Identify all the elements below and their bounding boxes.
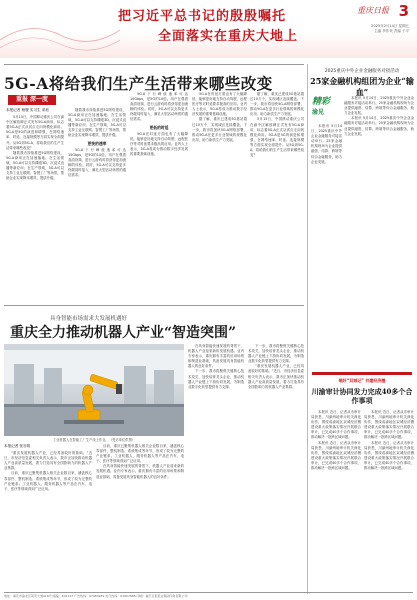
article1-paragraph: 5G-A在时延方面也有了大幅降低，能够更好地支持自动驾驶、远程医疗等对时延要求极高的应用。业内人士表示，5G-A将成为推动数字经济发展的重要基础设施。	[130, 131, 188, 157]
sidebar1-kicker: 2025重庆中外企业金融服务对接活动	[324, 69, 400, 74]
event-logo	[312, 94, 342, 120]
sidebar2-title: 川渝审计协同发力完成40多个合作事项	[311, 387, 413, 405]
article1-paragraph: 5G-A在时延方面也有了大幅降低，能够更好地支持自动驾驶、远程医疗等对时延要求极高的应用。业内人士表示，5G-A将成为推动数字经济发展的重要基础设施。	[192, 92, 247, 117]
photo-illustration	[4, 344, 184, 436]
divider	[4, 305, 304, 306]
article1-subhead: 更低的时延	[149, 124, 169, 130]
sidebar2-paragraph: 本报讯 近日，记者从市审计局获悉，川渝两地审计机关深化协作，围绕成渝地区双城经济圈建设重大政策落实情况开展联合审计，已完成40多个合作事项，推动解决一批跨区域问题。	[364, 440, 414, 471]
article2-column-3	[188, 344, 244, 590]
article1-headline: 5G-A将给我们生产生活带来哪些改变	[4, 74, 273, 93]
article2-paragraph: 下一步，我市将聚焦关键核心技术攻关，加快培育龙头企业，推动机器人产业链上下游协同发展，为制造业数字化转型提供有力支撑。	[188, 369, 244, 389]
article2-headline: 重庆全力推动机器人产业“智造突围”	[10, 325, 237, 341]
decorative-ornament	[0, 0, 120, 58]
article1-paragraph: 5G-A下行峰值速率可达10Gbps，是5G的10倍。用户在观看高清视频、进行云游戏时将获得更加流畅的体验。同时，5G-A可以支持更多终端同时接入，满足大型活动场景的通信需求。	[130, 92, 188, 122]
article2-paragraph: 在具身智能快速发展的背景下，机器人产业迎来新的发展机遇。业内专家表示，重庆拥有丰富的应用场景和制造业基础，具备发展具身智能机器人的良好条件。	[96, 464, 184, 479]
article2-author: 本报记者 张亦筑	[4, 444, 31, 448]
sidebar2-kicker: 唱好“双城记” 共建经济圈	[338, 378, 386, 383]
issue-editors: 主编 李作荣 责编 于平	[374, 29, 409, 33]
banner-headline-line1: 把习近平总书记的殷殷嘱托	[118, 9, 287, 24]
issue-date: 2025年2月14日 星期五	[371, 24, 409, 28]
article1-column-5	[250, 92, 304, 303]
article1-paragraph: 据了解，重庆已建成5G基站超过10万个，实现城区连续覆盖。下一步，我市将加快5G-A网络部署，推动5G-A在更多行业领域的规模化应用，助力新质生产力发展。	[192, 117, 247, 142]
article2-kicker: 具身智能市场需求大发展机遇好	[50, 316, 128, 322]
article1-paragraph: 随着我市持续推进5G网络建设，5G-A商用正在加速落地。在生活领域，5G-A可以支持裸眼3D、沉浸式直播等新应用；在生产领域，5G-A可以支持工业互联网、智慧工厂等场景，帮助企业实现降本增效、提质升级。	[68, 108, 126, 138]
event-logo-text: 渝见	[312, 109, 325, 116]
photo-caption: 工业机器人在智能工厂生产线上作业。（受访单位供图）	[52, 438, 136, 442]
article1-author: 本报记者 杨骏 实习生 邓松	[6, 108, 49, 112]
sidebar2-paragraph: 本报讯 近日，记者从市审计局获悉，川渝两地审计机关深化协作，围绕成渝地区双城经济圈建设重大政策落实情况开展联合审计，已完成40多个合作事项，推动解决一批跨区域问题。	[311, 410, 361, 440]
sidebar1-paragraph: 本报讯 5月14日，2025重庆中外企业金融服务对接活动举行。25家金融机构现场为企业提供融资、结算、跨境等综合金融服务，助力企业发展。	[311, 124, 342, 164]
article1-paragraph: 据了解，重庆已建成5G基站超过10万个，实现城区连续覆盖。下一步，我市将加快5G-A网络部署，推动5G-A在更多行业领域的规模化应用，助力新质生产力发展。	[250, 92, 304, 117]
article1-paragraph: 5G-A下行峰值速率可达10Gbps，是5G的10倍。用户在观看高清视频、进行云游戏时将获得更加流畅的体验。同时，5G-A可以支持更多终端同时接入，满足大型活动场景的通信需求。	[68, 147, 126, 178]
sidebar2-column-b	[364, 410, 414, 590]
sidebar2-header	[310, 378, 414, 405]
article2-paragraph: “重庆发展机器人产业，已经具备较好的基础。”近日，市经济信息委相关负责人表示，我市正加快推动机器人产业高质量发展，着力打造具有全国影响力的机器人产业集群。	[248, 364, 304, 389]
banner-headline-line2: 全面落实在重庆大地上	[158, 29, 299, 44]
sidebar1-title: 25家金融机构组团为企业“输血”	[310, 76, 414, 97]
issue-meta	[371, 24, 409, 34]
article1-paragraph: 随着我市持续推进5G网络建设，5G-A商用正在加速落地。在生活领域，5G-A可以支持裸眼3D、沉浸式直播等新应用；在生产领域，5G-A可以支持工业互联网、智慧工厂等场景，帮助企业实现降本增效、提质升级。	[6, 150, 64, 181]
article1-column-3	[130, 92, 188, 303]
divider	[4, 64, 304, 65]
article1-column-2	[68, 108, 126, 303]
article2-paragraph: 目前，重庆已聚集机器人相关企业数百家，涵盖核心零部件、整机制造、系统集成等环节，形成了较为完整的产业链条。工业机器人、服务机器人等产品在汽车、电子、医疗等领域得到广泛应用。	[4, 471, 92, 491]
article2-paragraph: “重庆发展机器人产业，已经具备较好的基础。”近日，市经济信息委相关负责人表示，我市正加快推动机器人产业高质量发展，着力打造具有全国影响力的机器人产业集群。	[4, 451, 92, 471]
article2-paragraph: 在具身智能快速发展的背景下，机器人产业迎来新的发展机遇。业内专家表示，重庆拥有丰富的应用场景和制造业基础，具备发展具身智能机器人的良好条件。	[188, 344, 244, 369]
sidebar1-column-a	[344, 96, 414, 368]
sidebar1-paragraph: 本报讯 5月14日，2025重庆中外企业金融服务对接活动举行。25家金融机构现场为企业提供融资、结算、跨境等综合金融服务，助力企业发展。	[344, 116, 414, 136]
event-logo-text: 精彩	[312, 97, 331, 107]
sidebar1-paragraph: 本报讯 5月14日，2025重庆中外企业金融服务对接活动举行。25家金融机构现场为企业提供融资、结算、跨境等综合金融服务，助力企业发展。	[344, 96, 414, 116]
page-banner	[0, 0, 417, 58]
article2-column-2	[96, 444, 184, 590]
sidebar1-column-b	[311, 124, 342, 368]
article1-subhead: 更快的速率	[87, 140, 107, 146]
article2-paragraph: 下一步，我市将聚焦关键核心技术攻关，加快培育龙头企业，推动机器人产业链上下游协同发展，为制造业数字化转型提供有力支撑。	[248, 344, 304, 364]
masthead: 重庆日报	[357, 6, 389, 15]
sidebar2-column-a	[311, 410, 361, 590]
factory-robot-photo	[4, 344, 184, 436]
article1-paragraph: 5月15日，中国移动重庆公司在渝中区解放碑正式发布5G-A商用，标志着5G-A正式从试点走向规模化商用。5G-A是5G的演进和增强，在网络速率、时延、连接规模等方面实现全面提升。从5G到5G-A，将给我们的生产生活带来哪些改变？	[250, 117, 304, 158]
column-tag: 重报 深一度	[8, 95, 56, 105]
article2-paragraph: 目前，重庆已聚集机器人相关企业数百家，涵盖核心零部件、整机制造、系统集成等环节，形成了较为完整的产业链条。工业机器人、服务机器人等产品在汽车、电子、医疗等领域得到广泛应用。	[96, 444, 184, 464]
article1-column-4	[192, 92, 247, 303]
page-footer: 地址：重庆市渝北区同茂大道416号 邮编：401147 广告热线：67983939 发行热线：63907888 印刷：重庆日报报业集团印务有限公司	[4, 592, 413, 598]
article1-paragraph: 5月15日，中国移动重庆公司在渝中区解放碑正式发布5G-A商用，标志着5G-A正式从试点走向规模化商用。5G-A是5G的演进和增强，在网络速率、时延、连接规模等方面实现全面提升。从5G到5G-A，将给我们的生产生活带来哪些改变？	[6, 115, 64, 150]
page-number: 3	[398, 2, 409, 20]
article2-column-4	[248, 344, 304, 590]
article1-column-1	[6, 108, 64, 303]
sidebar2-paragraph: 本报讯 近日，记者从市审计局获悉，川渝两地审计机关深化协作，围绕成渝地区双城经济圈建设重大政策落实情况开展联合审计，已完成40多个合作事项，推动解决一批跨区域问题。	[311, 440, 361, 471]
section-rule	[312, 372, 412, 375]
article2-column-1	[4, 444, 92, 590]
sidebar2-paragraph: 本报讯 近日，记者从市审计局获悉，川渝两地审计机关深化协作，围绕成渝地区双城经济圈建设重大政策落实情况开展联合审计，已完成40多个合作事项，推动解决一批跨区域问题。	[364, 410, 414, 440]
